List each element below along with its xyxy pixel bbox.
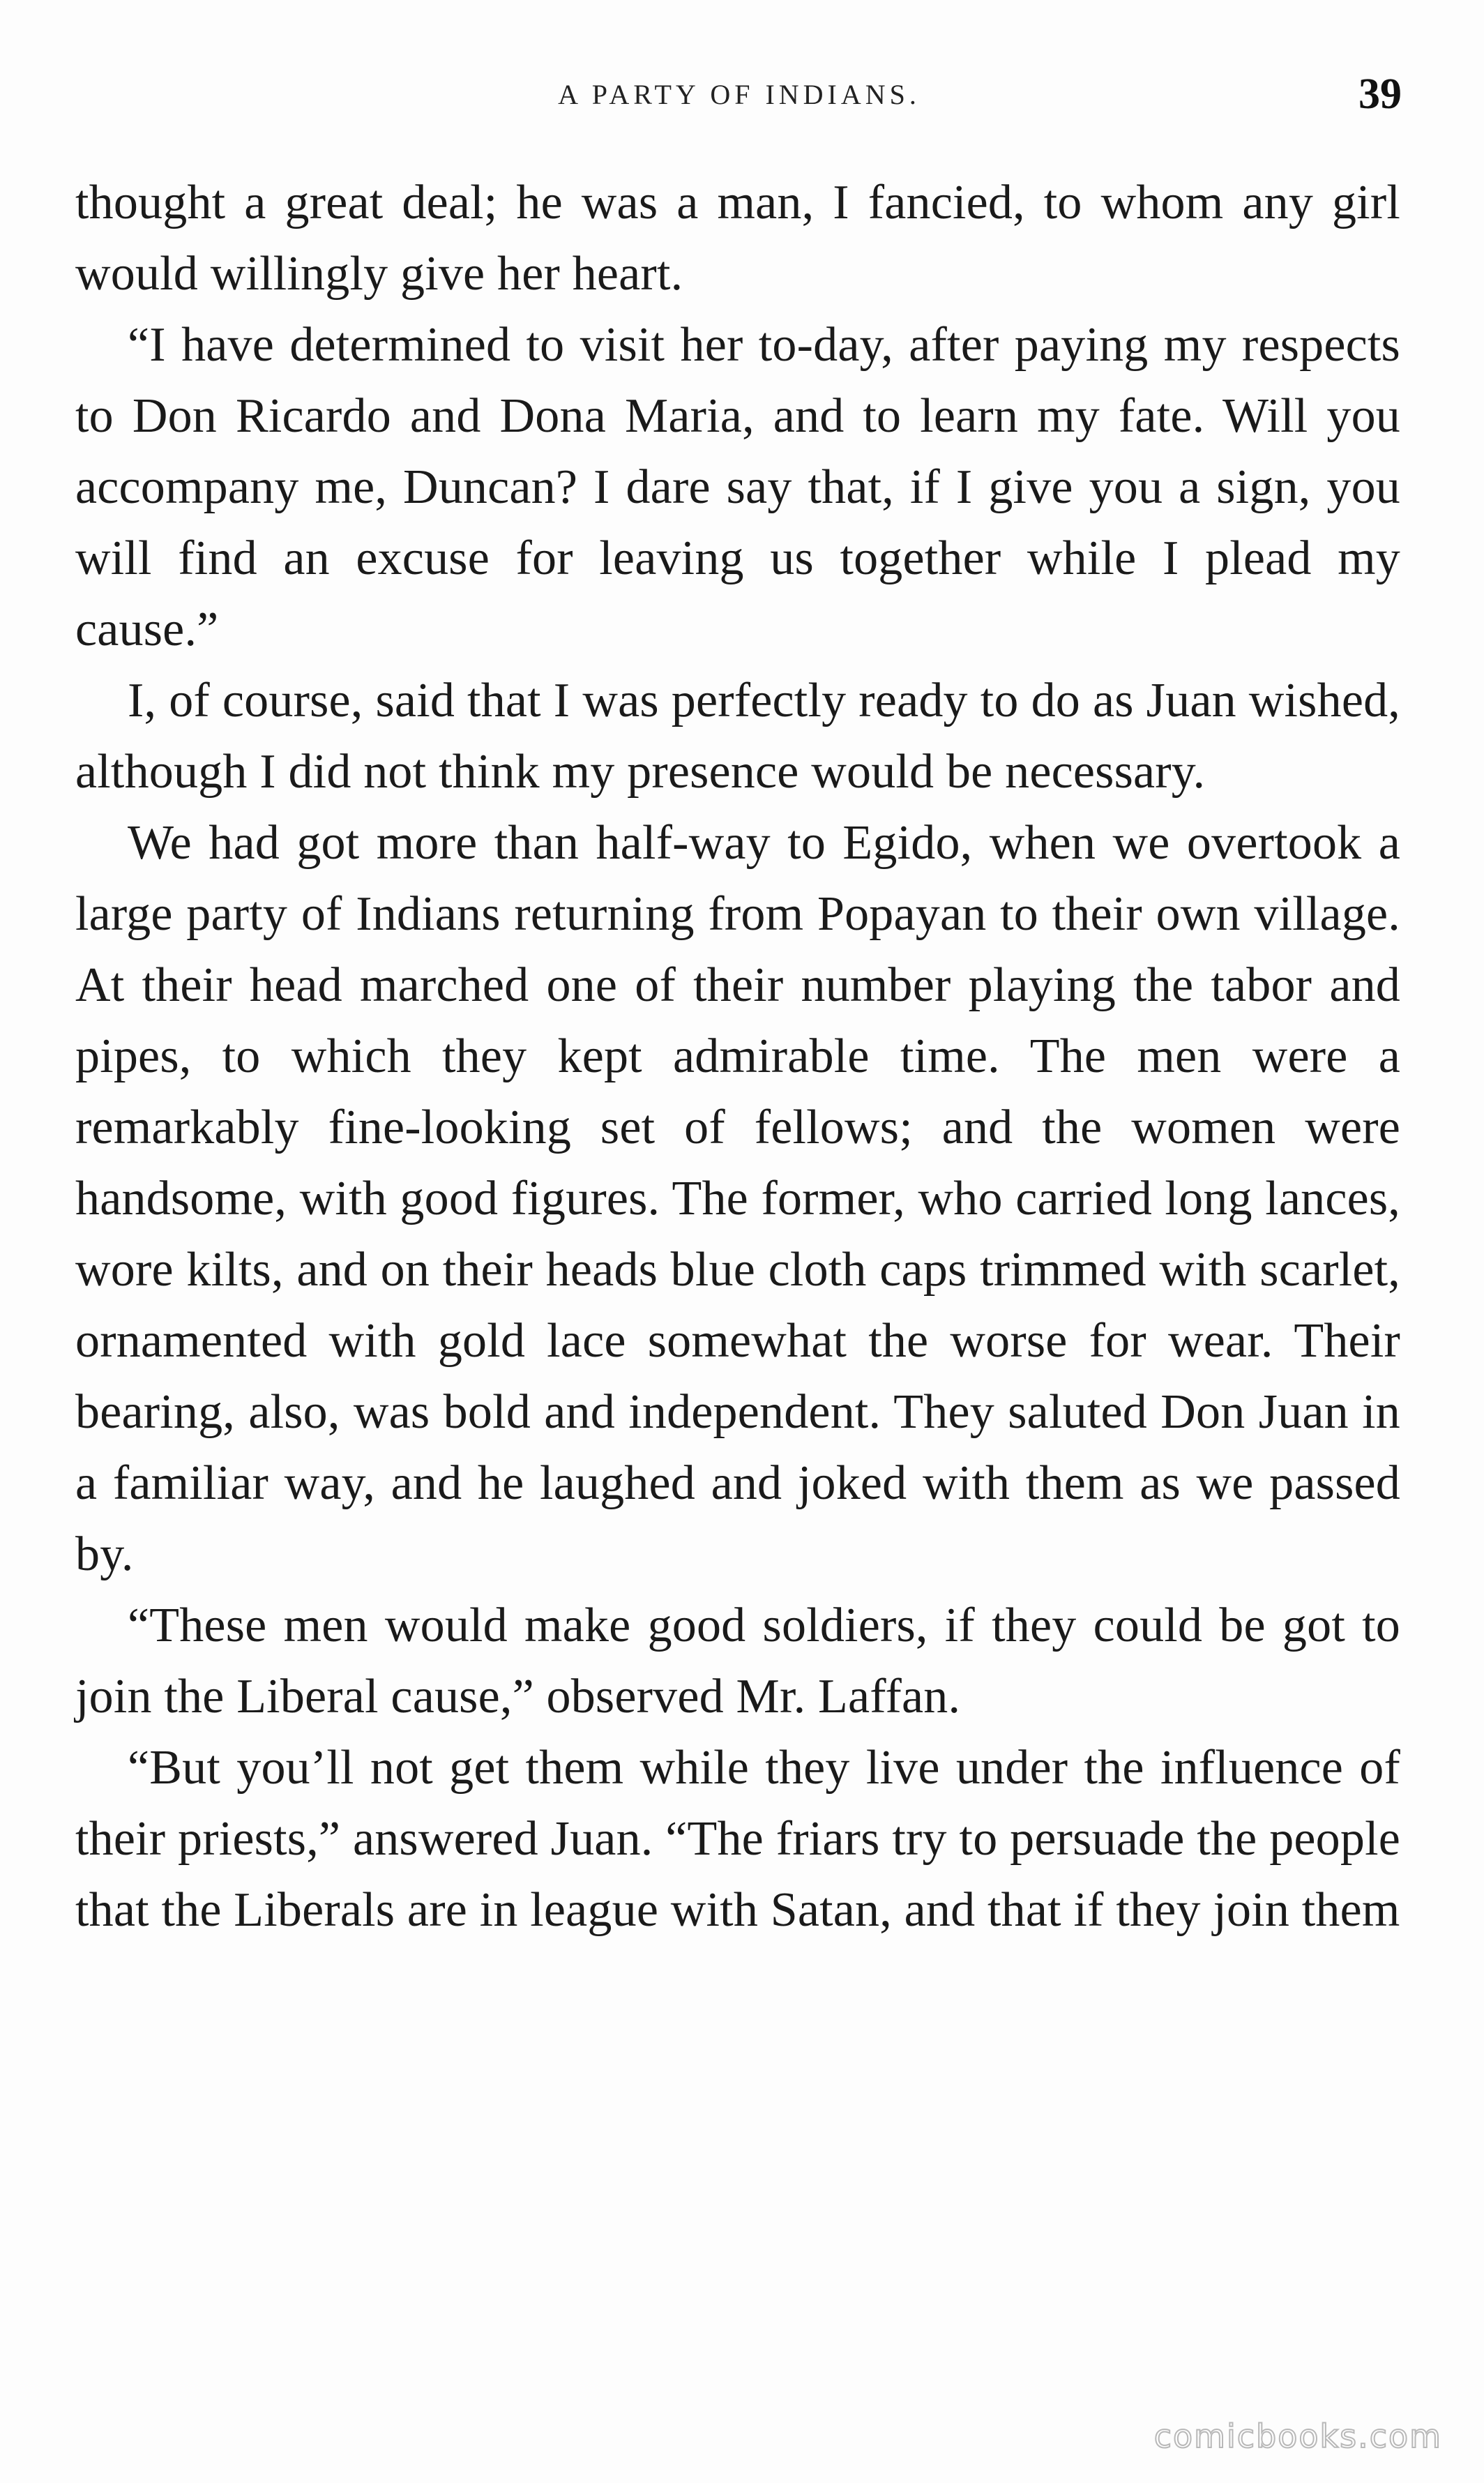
paragraph: I, of course, said that I was perfectly ready to do as Juan wished, although I did not think my presence would be necessary. <box>75 674 1400 799</box>
paragraph: “These men would make good soldiers, if they could be got to join the Liberal cause,” observed Mr. Laffan. <box>75 1599 1400 1723</box>
page-number: 39 <box>1358 70 1402 118</box>
paragraph: “I have determined to visit her to-day, after paying my respects to Don Ricardo and Dona Maria, and to learn my fate. Will you accompany me, Duncan? I dare say that, if I give you a sign, you will find an excuse for leaving us together while I plead my cause.” <box>75 318 1400 656</box>
paragraph: We had got more than half-way to Egido, when we overtook a large party of Indians returning from Popayan to their own village. At their head marched one of their number playing the tabor and pipes, to which they kept admirable time. The men were a remarkably fine-looking set of fellows; and the women were handsome, with good figures. The former, who carried long lances, wore kilts, and on their heads blue cloth caps trimmed with scarlet, ornamented with gold lace somewhat the worse for wear. Their bearing, also, was bold and independent. They saluted Don Juan in a familiar way, and he laughed and joked with them as we passed by. <box>75 816 1400 1581</box>
watermark: comicbooks.com <box>1153 2417 1442 2455</box>
body-text <box>75 167 1400 1946</box>
running-title: A PARTY OF INDIANS. <box>558 79 921 110</box>
paragraph: thought a great deal; he was a man, I fancied, to whom any girl would willingly give her heart. <box>75 176 1400 301</box>
paragraph: “But you’ll not get them while they live under the influence of their priests,” answered Juan. “The friars try to persuade the people that the Liberals are in league with Satan, and that if they join them <box>75 1741 1400 1937</box>
running-header <box>77 70 1402 126</box>
